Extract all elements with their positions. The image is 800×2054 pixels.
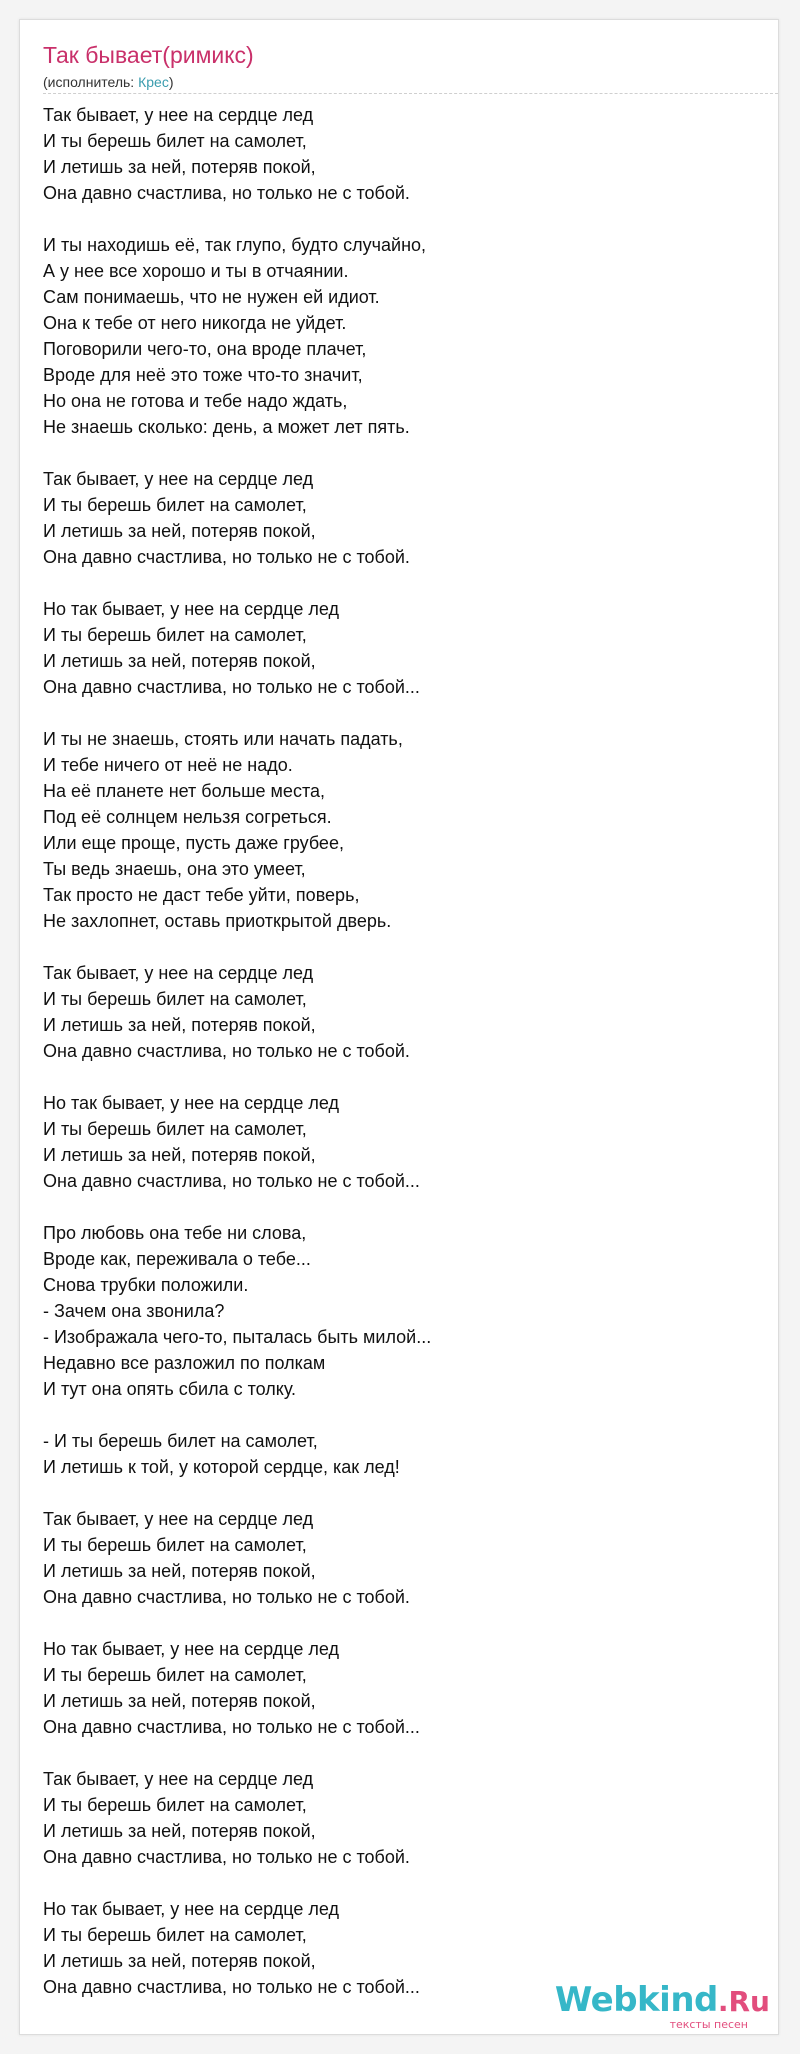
lyrics-line: И летишь за ней, потеряв покой, [43, 521, 316, 541]
lyrics-stanza [43, 102, 763, 206]
lyrics-line: Но так бывает, у нее на сердце лед [43, 1639, 339, 1659]
lyrics-line: И летишь за ней, потеряв покой, [43, 1821, 316, 1841]
logo-tagline: тексты песен [669, 2018, 748, 2031]
lyrics-line: И ты берешь билет на самолет, [43, 989, 307, 1009]
lyrics-line: Но она не готова и тебе надо ждать, [43, 391, 348, 411]
webkind-logo[interactable] [554, 1980, 770, 2031]
lyrics-stanza [43, 1220, 763, 1402]
lyrics-line: Не захлопнет, оставь приоткрытой дверь. [43, 911, 392, 931]
lyrics-line: Вроде для неё это тоже что-то значит, [43, 365, 363, 385]
logo-name: Webkind [554, 1980, 718, 2020]
artist-byline [43, 74, 174, 90]
lyrics-stanza [43, 232, 763, 440]
lyrics-line: И летишь за ней, потеряв покой, [43, 157, 316, 177]
lyrics-line: И летишь за ней, потеряв покой, [43, 1691, 316, 1711]
lyrics-line: - Изображала чего-то, пыталась быть милой... [43, 1327, 432, 1347]
lyrics-line: Но так бывает, у нее на сердце лед [43, 1899, 339, 1919]
lyrics-line: Она к тебе от него никогда не уйдет. [43, 313, 347, 333]
lyrics-line: На её планете нет больше места, [43, 781, 325, 801]
artist-prefix: (исполнитель: [43, 74, 139, 90]
lyrics-line: Так бывает, у нее на сердце лед [43, 469, 314, 489]
lyrics-line: Так бывает, у нее на сердце лед [43, 105, 314, 125]
lyrics-line: Снова трубки положили. [43, 1275, 249, 1295]
dashed-divider [43, 93, 778, 94]
lyrics-line: И ты берешь билет на самолет, [43, 1795, 307, 1815]
lyrics-page [19, 19, 779, 2035]
lyrics-line: Сам понимаешь, что не нужен ей идиот. [43, 287, 380, 307]
lyrics-line: И летишь за ней, потеряв покой, [43, 1561, 316, 1581]
lyrics-line: Ты ведь знаешь, она это умеет, [43, 859, 306, 879]
lyrics-line: Вроде как, переживала о тебе... [43, 1249, 311, 1269]
lyrics-line: И ты берешь билет на самолет, [43, 131, 307, 151]
lyrics-line: Она давно счастлива, но только не с тобой. [43, 1041, 410, 1061]
lyrics-stanza [43, 1766, 763, 1870]
lyrics-line: Так просто не даст тебе уйти, поверь, [43, 885, 360, 905]
lyrics-line: Но так бывает, у нее на сердце лед [43, 1093, 339, 1113]
artist-suffix: ) [168, 74, 174, 90]
artist-link[interactable]: Крес [138, 74, 169, 90]
lyrics-line: И ты не знаешь, стоять или начать падать, [43, 729, 403, 749]
lyrics-line: Она давно счастлива, но только не с тобой... [43, 1977, 420, 1997]
lyrics-line: И ты берешь билет на самолет, [43, 625, 307, 645]
lyrics-stanza [43, 596, 763, 700]
lyrics-line: И ты берешь билет на самолет, [43, 1119, 307, 1139]
lyrics-line: И летишь за ней, потеряв покой, [43, 1145, 316, 1165]
lyrics-line: И летишь к той, у которой сердце, как лед! [43, 1457, 400, 1477]
lyrics-line: - И ты берешь билет на самолет, [43, 1431, 318, 1451]
lyrics-line: Так бывает, у нее на сердце лед [43, 1509, 314, 1529]
lyrics-line: Она давно счастлива, но только не с тобой. [43, 1587, 410, 1607]
lyrics-line: И летишь за ней, потеряв покой, [43, 1015, 316, 1035]
lyrics-line: Поговорили чего-то, она вроде плачет, [43, 339, 367, 359]
lyrics-line: И ты берешь билет на самолет, [43, 1665, 307, 1685]
lyrics-line: Про любовь она тебе ни слова, [43, 1223, 307, 1243]
lyrics-stanza [43, 466, 763, 570]
lyrics-line: Она давно счастлива, но только не с тобой... [43, 1171, 420, 1191]
lyrics-line: Недавно все разложил по полкам [43, 1353, 326, 1373]
lyrics-line: И летишь за ней, потеряв покой, [43, 1951, 316, 1971]
lyrics-line: Под её солнцем нельзя согреться. [43, 807, 332, 827]
lyrics-line: - Зачем она звонила? [43, 1301, 225, 1321]
lyrics-line: Она давно счастлива, но только не с тобой... [43, 1717, 420, 1737]
lyrics-line: Так бывает, у нее на сердце лед [43, 963, 314, 983]
lyrics-line: И ты берешь билет на самолет, [43, 1535, 307, 1555]
lyrics-line: И тут она опять сбила с толку. [43, 1379, 297, 1399]
lyrics-stanza [43, 1090, 763, 1194]
lyrics-line: И тебе ничего от неё не надо. [43, 755, 293, 775]
lyrics-line: Но так бывает, у нее на сердце лед [43, 599, 339, 619]
lyrics-line: А у нее все хорошо и ты в отчаянии. [43, 261, 349, 281]
lyrics-stanza [43, 1636, 763, 1740]
lyrics-line: Так бывает, у нее на сердце лед [43, 1769, 314, 1789]
lyrics-line: Она давно счастлива, но только не с тобой... [43, 677, 420, 697]
lyrics-line: И ты находишь её, так глупо, будто случайно, [43, 235, 427, 255]
lyrics-line: Она давно счастлива, но только не с тобой. [43, 547, 410, 567]
lyrics-line: И летишь за ней, потеряв покой, [43, 651, 316, 671]
lyrics-stanza [43, 1506, 763, 1610]
lyrics-line: Не знаешь сколько: день, а может лет пять. [43, 417, 410, 437]
lyrics-stanza [43, 960, 763, 1064]
lyrics-line: И ты берешь билет на самолет, [43, 1925, 307, 1945]
lyrics-line: Или еще проще, пусть даже грубее, [43, 833, 344, 853]
lyrics-stanza [43, 1428, 763, 1480]
lyrics-line: И ты берешь билет на самолет, [43, 495, 307, 515]
lyrics-stanza [43, 726, 763, 934]
lyrics-body [43, 102, 763, 2026]
song-title: Так бывает(римикс) [43, 42, 254, 68]
logo-tld: .Ru [717, 1985, 770, 2018]
lyrics-line: Она давно счастлива, но только не с тобой. [43, 183, 410, 203]
lyrics-line: Она давно счастлива, но только не с тобой. [43, 1847, 410, 1867]
